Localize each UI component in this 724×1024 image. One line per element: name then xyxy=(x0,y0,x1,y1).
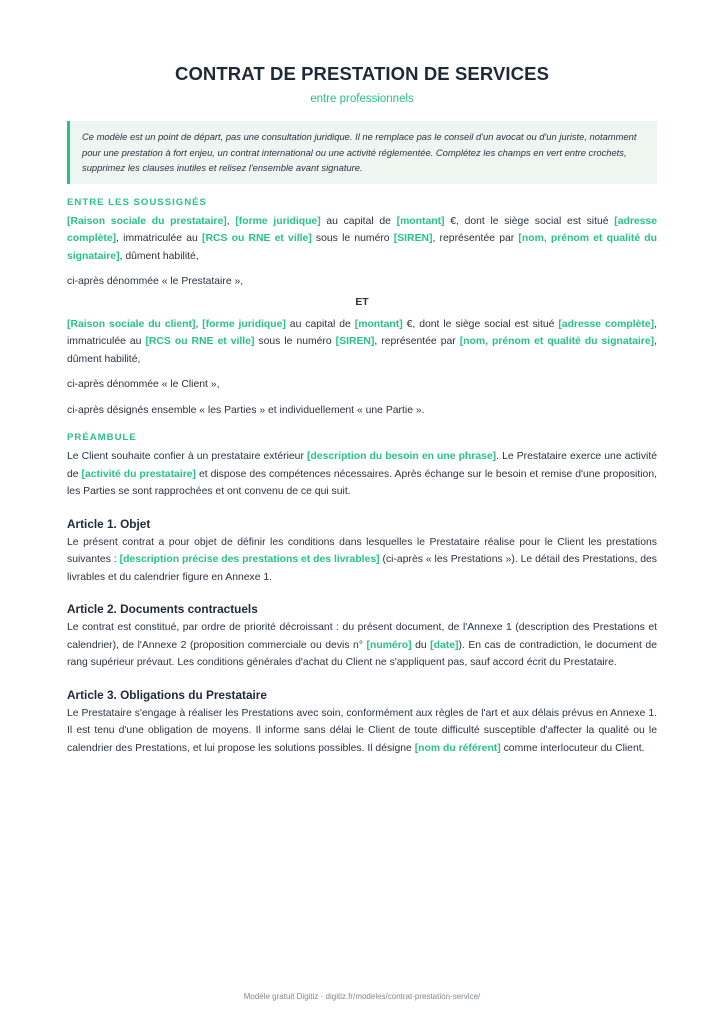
preambule-paragraph: Le Client souhaite confier à un prestataire extérieur [description du besoin en une phrase]. Le Prestataire exerce une activité de [activité du prestataire] et dispose des compétences nécessaires. Après échange sur le besoin et remise d'une proposition, les Parties se sont rapprochées et ont convenu de ce qui suit. xyxy=(67,451,658,498)
section-label-parties: ENTRE LES SOUSSIGNÉS xyxy=(67,196,207,208)
parties-designation: ci-après désignés ensemble « les Parties » et individuellement « une Partie ». xyxy=(67,404,425,416)
placeholder-signataire-client[interactable]: [nom, prénom et qualité du signataire] xyxy=(459,336,655,348)
placeholder-date[interactable]: [date] xyxy=(430,639,459,651)
page-footer: Modèle gratuit Digitiz · digitiz.fr/modeles/contrat-prestation-service/ xyxy=(243,992,481,1001)
client-paragraph: [Raison sociale du client], [forme juridique] au capital de [montant] €, dont le siège social est situé [adresse complète], immatriculée au [RCS ou RNE et ville] sous le numéro [SIREN], représentée par [nom, prénom et qualité du signataire], dûment habilité, xyxy=(67,318,657,365)
placeholder-adresse-client[interactable]: [adresse complète] xyxy=(558,318,655,330)
section-label-preambule: PRÉAMBULE xyxy=(67,432,137,444)
placeholder-raison-sociale-client[interactable]: [Raison sociale du client] xyxy=(67,318,196,330)
article-2-paragraph: Le contrat est constitué, par ordre de priorité décroissant : du présent document, de l'Annexe 1 (description des Prestations et calendrier), de l'Annexe 2 (proposition commerciale ou devis n° [numéro] du [date]). En cas de contradiction, le document de rang supérieur prévaut. Les conditions générales d'achat du Client ne s'appliquent pas, sauf accord écrit du Prestataire. xyxy=(67,622,657,669)
placeholder-signataire[interactable]: [nom, prénom et qualité du signataire] xyxy=(67,233,657,262)
placeholder-referent[interactable]: [nom du référent] xyxy=(414,742,501,754)
placeholder-forme-juridique[interactable]: [forme juridique] xyxy=(235,215,321,227)
article-3-paragraph: Le Prestataire s'engage à réaliser les Prestations avec soin, conformément aux règles de l'art et aux délais prévus en Annexe 1. Il est tenu d'une obligation de moyens. Il informe sans délai le Client de toute difficulté susceptible d'affecter la qualité ou le calendrier des Prestations, et lui propose les solutions possibles. Il désigne [nom du référent] comme interlocuteur du Client. xyxy=(67,707,657,754)
article-1-paragraph: Le présent contrat a pour objet de définir les conditions dans lesquelles le Prestataire réalise pour le Client les prestations suivantes : [description précise des prestations et des livrables] (ci-après « les Prestations »). Le détail des Prestations, des livrables et du calendrier figure en Annexe 1. xyxy=(67,536,658,583)
placeholder-activite[interactable]: [activité du prestataire] xyxy=(81,468,196,480)
placeholder-adresse[interactable]: [adresse complète] xyxy=(67,215,658,245)
placeholder-montant[interactable]: [montant] xyxy=(396,215,445,227)
placeholder-rcs-client[interactable]: [RCS ou RNE et ville] xyxy=(145,336,255,348)
placeholder-siren-client[interactable]: [SIREN] xyxy=(335,336,375,348)
prestataire-paragraph: [Raison sociale du prestataire], [forme juridique] au capital de [montant] €, dont le siège social est situé [adresse complète], immatriculée au [RCS ou RNE et ville] sous le numéro [SIREN], représentée par [nom, prénom et qualité du signataire], dûment habilité, xyxy=(67,215,658,262)
document-page xyxy=(67,0,657,757)
placeholder-description-prestations[interactable]: [description précise des prestations et des livrables] xyxy=(119,554,380,566)
placeholder-forme-juridique-client[interactable]: [forme juridique] xyxy=(202,318,286,330)
article-2-title: Article 2. Documents contractuels xyxy=(67,602,258,617)
article-3-title: Article 3. Obligations du Prestataire xyxy=(67,687,267,702)
placeholder-rcs[interactable]: [RCS ou RNE et ville] xyxy=(202,233,312,245)
placeholder-siren[interactable]: [SIREN] xyxy=(393,233,433,245)
client-designation: ci-après dénommée « le Client », xyxy=(67,379,220,391)
prestataire-designation: ci-après dénommée « le Prestataire », xyxy=(67,276,244,288)
parties-separator: ET xyxy=(355,296,369,308)
document-subtitle: entre professionnels xyxy=(310,93,414,105)
placeholder-besoin[interactable]: [description du besoin en une phrase] xyxy=(307,451,497,463)
placeholder-montant-client[interactable]: [montant] xyxy=(354,318,403,330)
document-title: CONTRAT DE PRESTATION DE SERVICES xyxy=(174,63,550,84)
placeholder-raison-sociale-prestataire[interactable]: [Raison sociale du prestataire] xyxy=(67,215,227,227)
article-1-title: Article 1. Objet xyxy=(67,516,151,531)
disclaimer-note: Ce modèle est un point de départ, pas une consultation juridique. Il ne remplace pas le conseil d'un avocat ou d'un juriste, notamment pour une prestation à fort enjeu, un contrat international ou une activité réglementée. Complétez les champs en vert entre crochets, supprimez les clauses inutiles et relisez l'ensemble avant signature. xyxy=(67,121,657,184)
placeholder-numero[interactable]: [numéro] xyxy=(366,639,412,651)
